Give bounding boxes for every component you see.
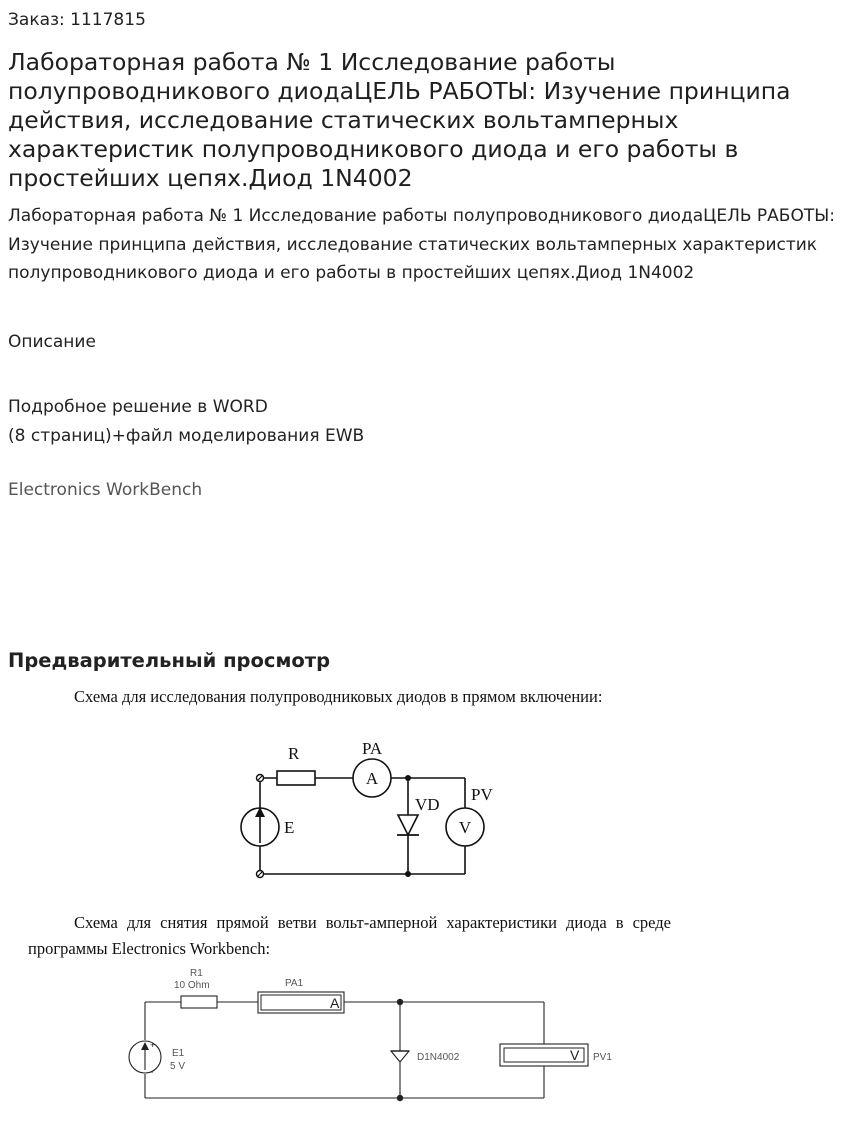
diode-d1n4002 [391,1051,409,1062]
voltmeter-symbol: V [458,818,472,837]
svg-text:+: + [150,1040,156,1050]
label-vd: VD [415,795,440,814]
page-title: Лабораторная работа № 1 Исследование работы полупроводникового диодаЦЕЛЬ РАБОТЫ: Изучение принципа действия, исследование статических вольтамперных характеристик полупроводникового диода и его работы в простейших цепях.Диод 1N4002 [8,48,791,192]
ammeter-symbol: A [365,769,379,788]
diode-vd [397,815,419,835]
circuit-diagram-1 [225,735,505,885]
ammeter-pa1-symbol: A [330,995,340,1011]
preview-paragraph-1: Схема для исследования полупроводниковых диодов в прямом включении: [74,687,603,706]
preview-paragraph-2: Схема для снятия прямой ветви вольт-амперной характеристики диода в среде программы Electronics Workbench: [28,913,671,958]
description-text [8,393,364,451]
label-r1: R1 [190,968,203,979]
page-subtitle: Лабораторная работа № 1 Исследование работы полупроводникового диодаЦЕЛЬ РАБОТЫ: Изучение принципа действия, исследование статических вольтамперных характеристик полупроводникового диода и его работы в простейших цепях.Диод 1N4002 [8,206,835,283]
label-e1: E1 [172,1048,185,1059]
description-heading: Описание [8,332,96,352]
resistor-r [277,771,315,785]
label-pa: PA [362,739,383,758]
label-pv: PV [471,785,493,804]
label-e: E [284,818,295,837]
label-r: R [288,744,300,763]
description-line-1: Подробное решение в WORD [8,397,268,417]
label-e1-value: 5 V [170,1061,186,1072]
circuit-diagram-2 [120,962,630,1104]
label-pv1: PV1 [593,1052,612,1063]
label-pa1: PA1 [285,978,304,989]
svg-text:-: - [150,1067,154,1078]
voltmeter-pv1-symbol: V [570,1047,580,1063]
preview-heading: Предварительный просмотр [8,649,331,672]
label-d1n4002: D1N4002 [417,1052,460,1063]
resistor-r1 [181,996,217,1008]
description-line-2: (8 страниц)+файл моделирования EWB [8,426,365,446]
label-r1-value: 10 Ohm [174,980,210,991]
software-name: Electronics WorkBench [8,480,203,500]
order-number: Заказ: 1117815 [8,10,146,30]
